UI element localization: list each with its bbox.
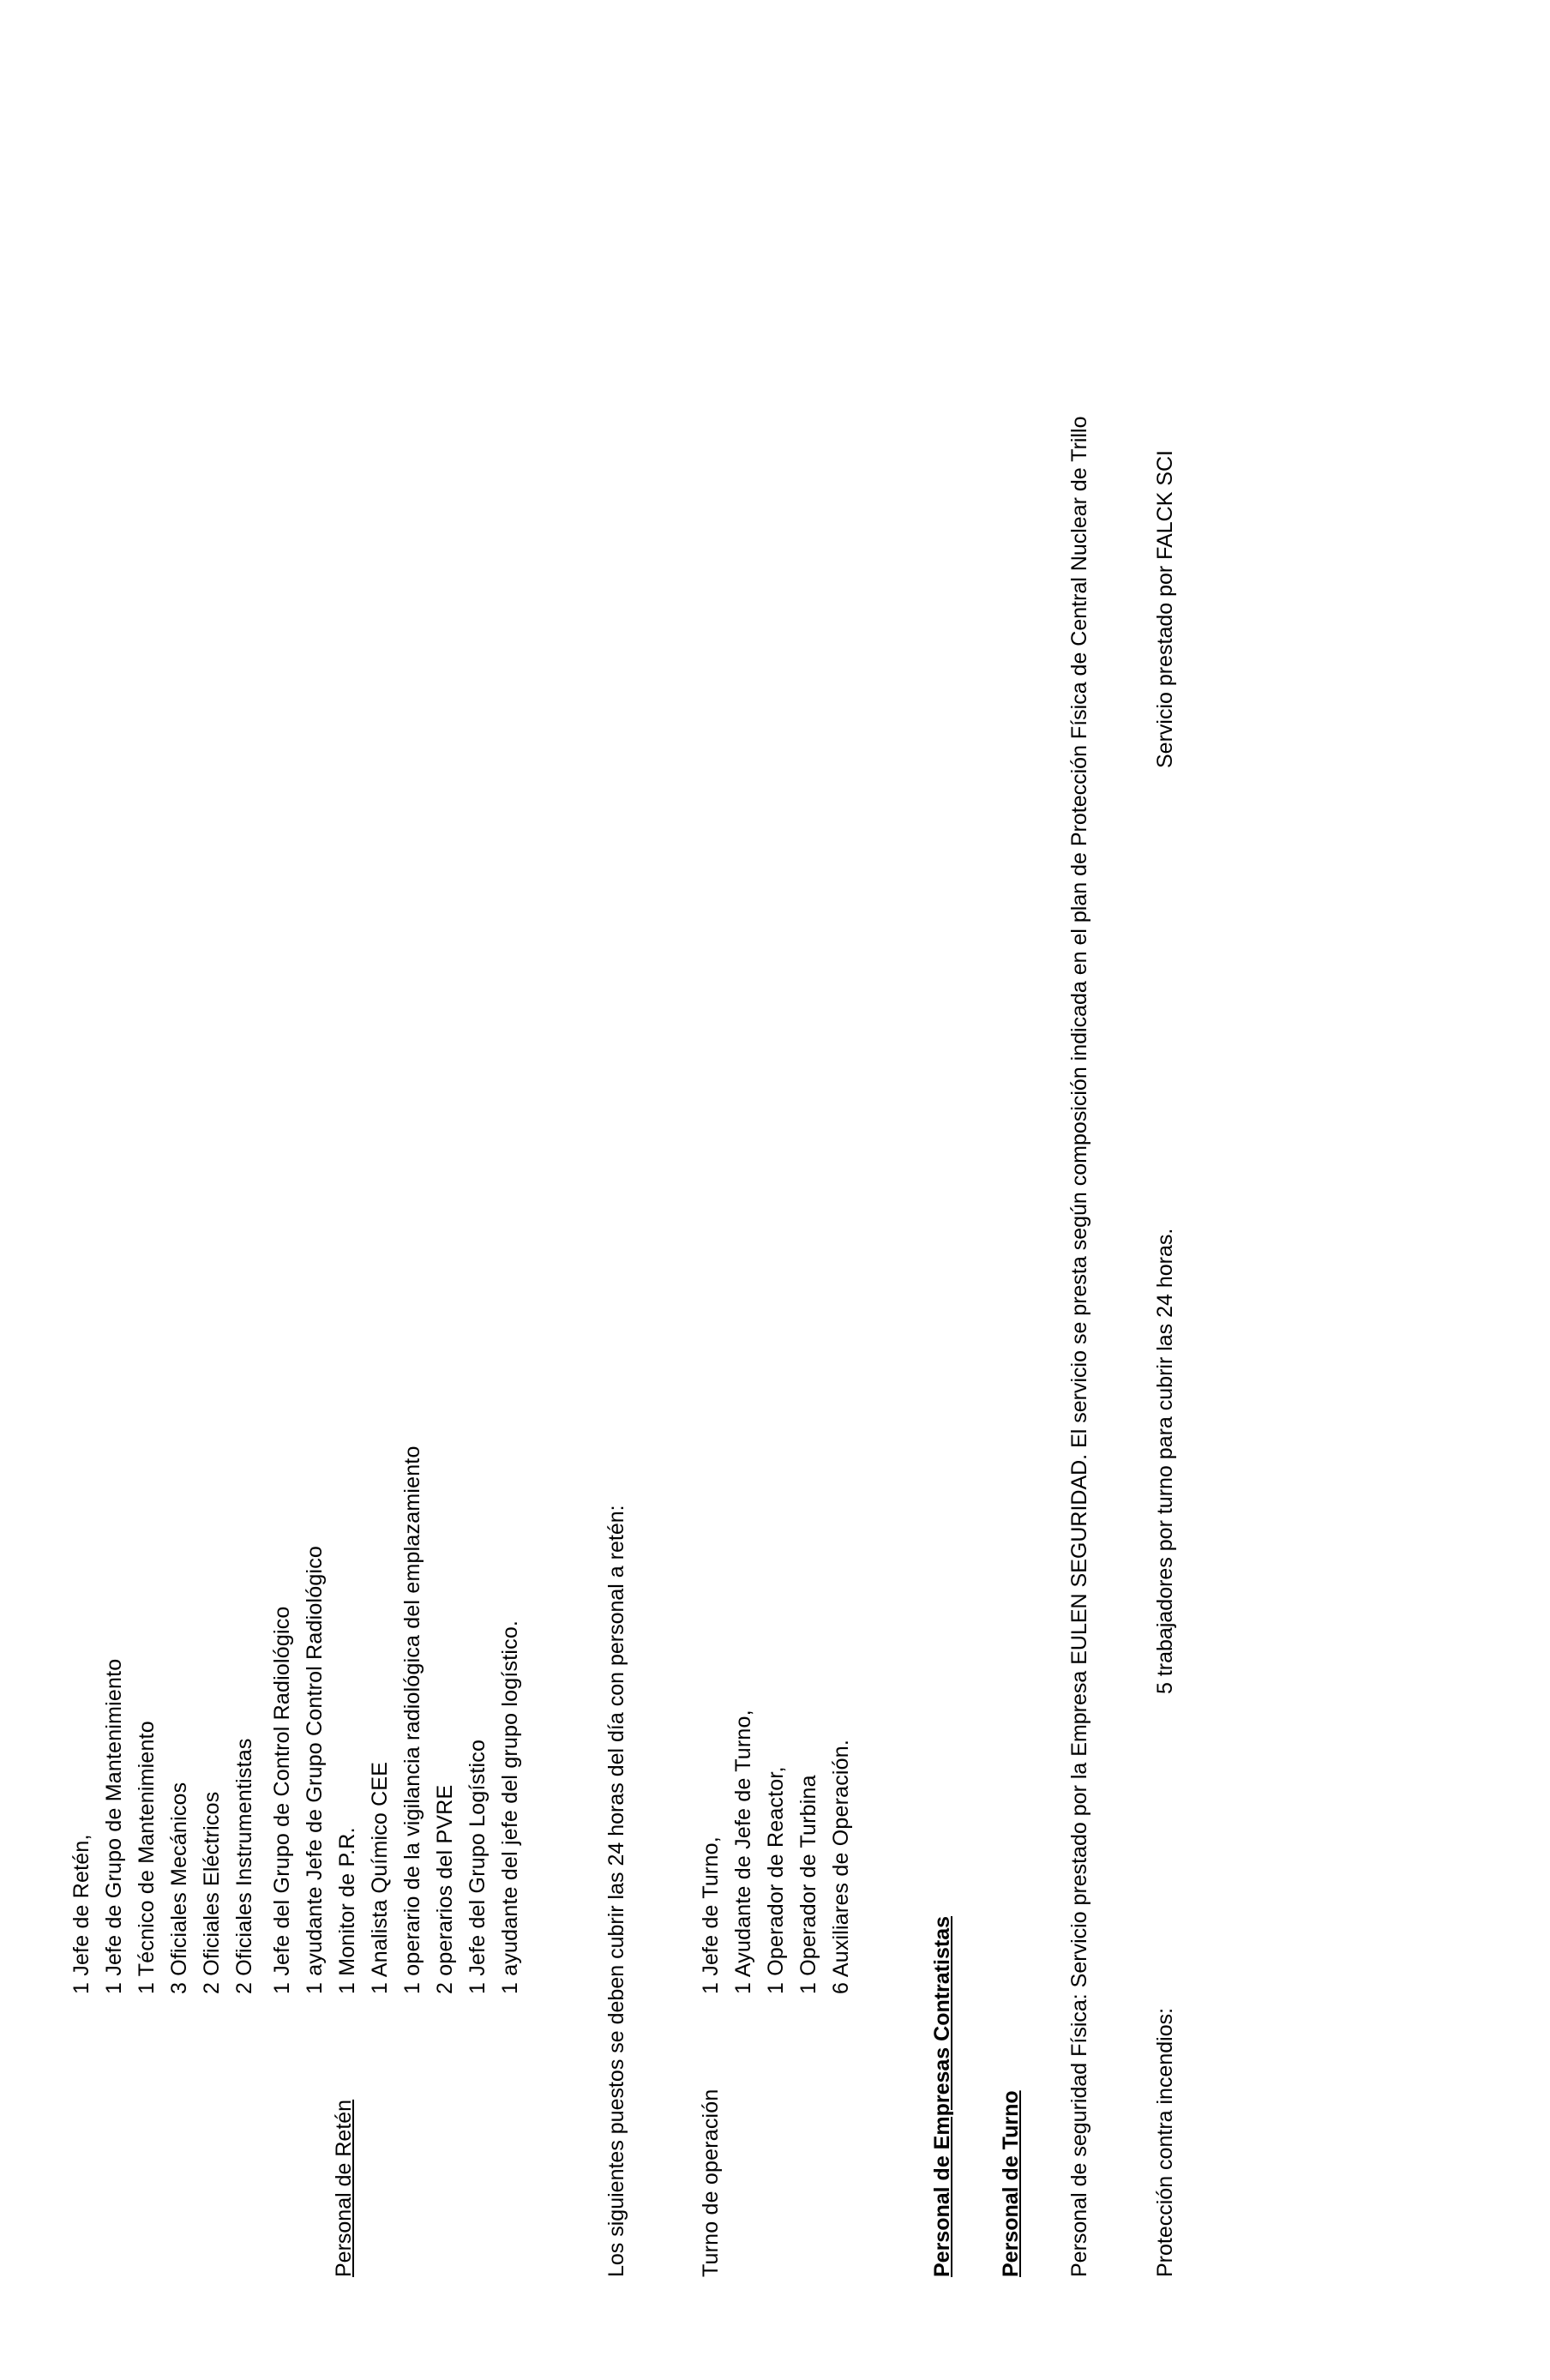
reten-item-1: 1 Jefe de Retén, xyxy=(69,1834,93,1994)
reten-item-5: 2 Oficiales Eléctricos xyxy=(200,1791,224,1994)
reten-item-2: 1 Jefe de Grupo de Mantenimiento xyxy=(102,1658,126,1994)
reten-item-11: 1 operario de la vigilancia radiológica del emplazamiento xyxy=(400,1445,424,1994)
reten-item-3: 1 Técnico de Mantenimiento xyxy=(135,1721,159,1994)
reten-item-4: 3 Oficiales Mecánicos xyxy=(167,1782,191,1994)
heading-personal-de-turno: Personal de Turno xyxy=(999,2090,1023,2277)
reten-item-14: 1 ayudante del jefe del grupo logístico. xyxy=(498,1620,522,1994)
reten-item-13: 1 Jefe del Grupo Logístico xyxy=(466,1739,490,1994)
paragraph-seguridad-fisica: Personal de seguridad Física: Servicio prestado por la Empresa EULEN SEGURIDAD. El servicio se presta según composición indicada en el plan de Protección Física de Central Nuclear de Trillo xyxy=(1067,416,1091,2277)
note-proteccion-contra-incendios: Servicio prestado por FALCK SCI xyxy=(1153,450,1177,768)
section-label-turno-de-operacion: Turno de operación xyxy=(699,2089,723,2277)
reten-item-9: 1 Monitor de P.R. xyxy=(335,1827,359,1994)
heading-personal-empresas-contratistas: Personal de Empresas Contratistas xyxy=(930,1916,954,2277)
turno-intro-text: Los siguientes puestos se deben cubrir las 24 horas del día con personal a retén: xyxy=(604,1505,628,2277)
turno-item-5: 6 Auxiliares de Operación. xyxy=(829,1739,853,1994)
reten-item-7: 1 Jefe del Grupo de Control Radiológico xyxy=(270,1606,294,1994)
turno-item-1: 1 Jefe de Turno, xyxy=(699,1836,723,1994)
reten-item-12: 2 operarios del PVRE xyxy=(433,1784,457,1994)
turno-item-4: 1 Operador de Turbina xyxy=(796,1775,820,1994)
section-label-personal-de-reten: Personal de Retén xyxy=(332,2099,356,2277)
turno-item-2: 1 Ayudante de Jefe de Turno, xyxy=(731,1710,755,1994)
reten-item-8: 1 ayudante Jefe de Grupo Control Radiológico xyxy=(303,1545,327,1994)
reten-item-6: 2 Oficiales Instrumentistas xyxy=(232,1738,256,1994)
reten-item-10: 1 Analista Químico CEE xyxy=(368,1761,392,1994)
value-proteccion-contra-incendios: 5 trabajadores por turno para cubrir las 24 horas. xyxy=(1153,1228,1177,1694)
turno-item-3: 1 Operador de Reactor, xyxy=(764,1766,788,1994)
label-proteccion-contra-incendios: Protección contra incendios: xyxy=(1153,2007,1177,2277)
